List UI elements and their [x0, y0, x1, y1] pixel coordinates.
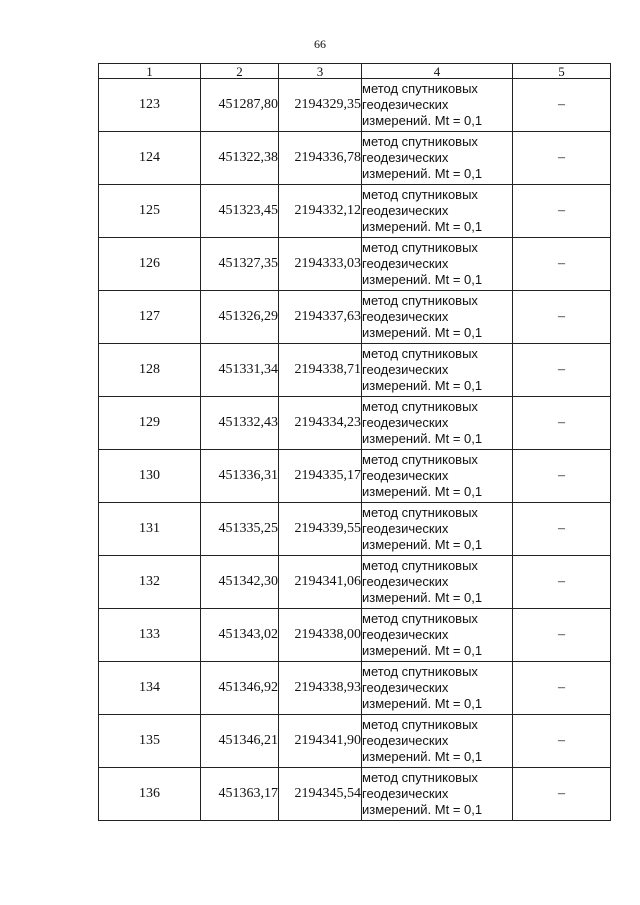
note-cell: –: [513, 609, 611, 662]
method-text-line: метод спутниковых: [362, 187, 478, 202]
point-number-cell: 131: [99, 503, 201, 556]
point-number-cell: 135: [99, 715, 201, 768]
method-cell: [362, 556, 513, 609]
table-header-row: [99, 64, 611, 79]
method-text-line: метод спутниковых: [362, 81, 478, 96]
table-row: [99, 768, 611, 821]
note-cell: –: [513, 238, 611, 291]
method-text-line: геодезических: [362, 521, 449, 536]
x-coordinate-cell: 451322,38: [201, 132, 279, 185]
method-cell: [362, 185, 513, 238]
method-text-line: измерений. Mt = 0,1: [362, 378, 483, 393]
method-text-line: метод спутниковых: [362, 558, 478, 573]
method-cell: [362, 768, 513, 821]
x-coordinate-cell: 451326,29: [201, 291, 279, 344]
table-row: [99, 185, 611, 238]
table-row: [99, 715, 611, 768]
x-coordinate-cell: 451342,30: [201, 556, 279, 609]
table-row: [99, 503, 611, 556]
method-text-line: метод спутниковых: [362, 611, 478, 626]
method-text-line: измерений. Mt = 0,1: [362, 272, 483, 287]
y-coordinate-cell: 2194334,23: [279, 397, 362, 450]
point-number-cell: 130: [99, 450, 201, 503]
point-number-cell: 125: [99, 185, 201, 238]
method-cell: [362, 450, 513, 503]
point-number-cell: 124: [99, 132, 201, 185]
table-row: [99, 662, 611, 715]
method-text-line: геодезических: [362, 97, 449, 112]
note-cell: –: [513, 715, 611, 768]
x-coordinate-cell: 451363,17: [201, 768, 279, 821]
method-text-line: измерений. Mt = 0,1: [362, 484, 483, 499]
point-number-cell: 133: [99, 609, 201, 662]
method-text-line: метод спутниковых: [362, 717, 478, 732]
method-text-line: метод спутниковых: [362, 240, 478, 255]
y-coordinate-cell: 2194337,63: [279, 291, 362, 344]
point-number-cell: 126: [99, 238, 201, 291]
table-row: [99, 132, 611, 185]
x-coordinate-cell: 451335,25: [201, 503, 279, 556]
y-coordinate-cell: 2194336,78: [279, 132, 362, 185]
method-text-line: геодезических: [362, 680, 449, 695]
method-text-line: геодезических: [362, 468, 449, 483]
method-cell: [362, 397, 513, 450]
y-coordinate-cell: 2194338,71: [279, 344, 362, 397]
x-coordinate-cell: 451332,43: [201, 397, 279, 450]
point-number-cell: 128: [99, 344, 201, 397]
y-coordinate-cell: 2194338,00: [279, 609, 362, 662]
note-cell: –: [513, 556, 611, 609]
method-cell: [362, 609, 513, 662]
method-text-line: измерений. Mt = 0,1: [362, 325, 483, 340]
x-coordinate-cell: 451346,92: [201, 662, 279, 715]
table-row: [99, 556, 611, 609]
y-coordinate-cell: 2194339,55: [279, 503, 362, 556]
method-text-line: геодезических: [362, 362, 449, 377]
table-row: [99, 291, 611, 344]
x-coordinate-cell: 451331,34: [201, 344, 279, 397]
method-text-line: геодезических: [362, 150, 449, 165]
method-text-line: измерений. Mt = 0,1: [362, 537, 483, 552]
method-text-line: измерений. Mt = 0,1: [362, 696, 483, 711]
method-cell: [362, 238, 513, 291]
method-text-line: метод спутниковых: [362, 452, 478, 467]
note-cell: –: [513, 662, 611, 715]
x-coordinate-cell: 451327,35: [201, 238, 279, 291]
y-coordinate-cell: 2194332,12: [279, 185, 362, 238]
table-row: [99, 344, 611, 397]
y-coordinate-cell: 2194335,17: [279, 450, 362, 503]
note-cell: –: [513, 450, 611, 503]
method-cell: [362, 715, 513, 768]
method-text-line: геодезических: [362, 203, 449, 218]
method-text-line: измерений. Mt = 0,1: [362, 219, 483, 234]
method-text-line: метод спутниковых: [362, 346, 478, 361]
table-row: [99, 397, 611, 450]
y-coordinate-cell: 2194345,54: [279, 768, 362, 821]
method-cell: [362, 662, 513, 715]
note-cell: –: [513, 79, 611, 132]
method-cell: [362, 503, 513, 556]
method-text-line: геодезических: [362, 415, 449, 430]
method-text-line: измерений. Mt = 0,1: [362, 590, 483, 605]
method-text-line: метод спутниковых: [362, 293, 478, 308]
y-coordinate-cell: 2194333,03: [279, 238, 362, 291]
table-row: [99, 238, 611, 291]
method-text-line: геодезических: [362, 574, 449, 589]
method-text-line: геодезических: [362, 309, 449, 324]
note-cell: –: [513, 503, 611, 556]
page-number: 66: [314, 37, 326, 51]
note-cell: –: [513, 397, 611, 450]
method-cell: [362, 291, 513, 344]
y-coordinate-cell: 2194329,35: [279, 79, 362, 132]
method-text-line: измерений. Mt = 0,1: [362, 643, 483, 658]
method-text-line: геодезических: [362, 256, 449, 271]
method-text-line: метод спутниковых: [362, 399, 478, 414]
method-text-line: измерений. Mt = 0,1: [362, 113, 483, 128]
point-number-cell: 136: [99, 768, 201, 821]
y-coordinate-cell: 2194338,93: [279, 662, 362, 715]
x-coordinate-cell: 451323,45: [201, 185, 279, 238]
method-text-line: метод спутниковых: [362, 505, 478, 520]
x-coordinate-cell: 451343,02: [201, 609, 279, 662]
point-number-cell: 134: [99, 662, 201, 715]
note-cell: –: [513, 185, 611, 238]
coordinates-table: [98, 63, 611, 821]
table-row: [99, 450, 611, 503]
header-col-4: 4: [362, 64, 513, 79]
header-col-5: 5: [513, 64, 611, 79]
table-body: [99, 79, 611, 821]
method-cell: [362, 344, 513, 397]
table-row: [99, 79, 611, 132]
point-number-cell: 129: [99, 397, 201, 450]
method-text-line: измерений. Mt = 0,1: [362, 166, 483, 181]
method-cell: [362, 132, 513, 185]
method-cell: [362, 79, 513, 132]
note-cell: –: [513, 132, 611, 185]
header-col-2: 2: [201, 64, 279, 79]
x-coordinate-cell: 451336,31: [201, 450, 279, 503]
method-text-line: метод спутниковых: [362, 134, 478, 149]
note-cell: –: [513, 291, 611, 344]
x-coordinate-cell: 451346,21: [201, 715, 279, 768]
method-text-line: метод спутниковых: [362, 770, 478, 785]
method-text-line: геодезических: [362, 627, 449, 642]
note-cell: –: [513, 768, 611, 821]
method-text-line: измерений. Mt = 0,1: [362, 802, 483, 817]
note-cell: –: [513, 344, 611, 397]
point-number-cell: 127: [99, 291, 201, 344]
y-coordinate-cell: 2194341,90: [279, 715, 362, 768]
method-text-line: измерений. Mt = 0,1: [362, 431, 483, 446]
header-col-1: 1: [99, 64, 201, 79]
method-text-line: метод спутниковых: [362, 664, 478, 679]
table-row: [99, 609, 611, 662]
method-text-line: геодезических: [362, 786, 449, 801]
method-text-line: измерений. Mt = 0,1: [362, 749, 483, 764]
point-number-cell: 132: [99, 556, 201, 609]
header-col-3: 3: [279, 64, 362, 79]
point-number-cell: 123: [99, 79, 201, 132]
method-text-line: геодезических: [362, 733, 449, 748]
x-coordinate-cell: 451287,80: [201, 79, 279, 132]
y-coordinate-cell: 2194341,06: [279, 556, 362, 609]
